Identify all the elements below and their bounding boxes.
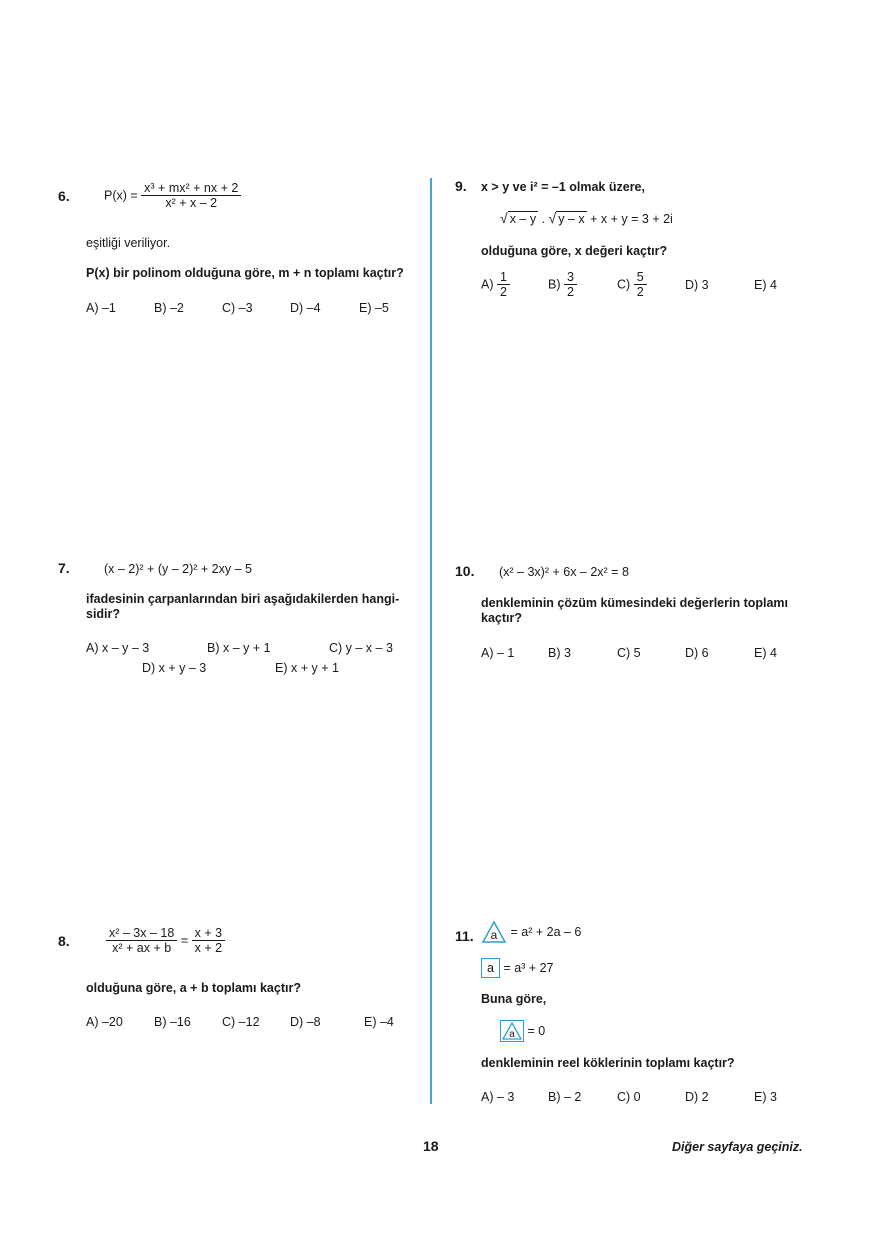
q6-formula <box>104 181 241 210</box>
page-number: 18 <box>423 1138 439 1154</box>
q9-option-a-den: 2 <box>497 284 510 299</box>
q9-option-c-label: C) <box>617 277 631 292</box>
q8-option-e[interactable]: E) –4 <box>364 1015 394 1029</box>
q7-option-a[interactable]: A) x – y – 3 <box>86 641 150 655</box>
q7-option-b[interactable]: B) x – y + 1 <box>207 641 271 655</box>
q8-option-d[interactable]: D) –8 <box>290 1015 321 1029</box>
q6-fraction <box>141 181 241 210</box>
q9-condition: x > y ve i² = –1 olmak üzere, <box>481 180 645 194</box>
question-number-6: 6. <box>58 188 70 204</box>
q11-buna-gore: Buna göre, <box>481 992 547 1006</box>
q11-option-e[interactable]: E) 3 <box>754 1090 777 1104</box>
q9-equation-rest: + x + y = 3 + 2i <box>590 212 673 226</box>
q9-option-b-label: B) <box>548 277 561 292</box>
q7-option-c[interactable]: C) y – x – 3 <box>329 641 393 655</box>
q6-question: P(x) bir polinom olduğuna göre, m + n toplamı kaçtır? <box>86 266 404 280</box>
q9-option-b-fraction <box>564 270 577 299</box>
q11-definition-triangle <box>481 920 581 944</box>
q10-question-line2: kaçtır? <box>481 611 522 625</box>
q9-option-b[interactable] <box>548 270 577 299</box>
q9-option-a-fraction <box>497 270 510 299</box>
q11-option-a[interactable]: A) – 3 <box>481 1090 515 1104</box>
q9-option-c-fraction <box>634 270 647 299</box>
q8-option-a[interactable]: A) –20 <box>86 1015 123 1029</box>
square-triangle-icon <box>500 1020 524 1042</box>
q7-expression: (x – 2)² + (y – 2)² + 2xy – 5 <box>104 562 252 576</box>
q8-left-fraction <box>106 926 177 955</box>
question-number-11: 11. <box>455 928 474 944</box>
question-number-7: 7. <box>58 560 70 576</box>
q11-equation-rhs: = 0 <box>527 1024 546 1038</box>
q10-equation: (x² – 3x)² + 6x – 2x² = 8 <box>499 565 629 579</box>
q8-right-numerator: x + 3 <box>194 926 223 940</box>
q6-lhs: P(x) = <box>104 188 138 203</box>
q11-definition-2: = a³ + 27 <box>503 961 554 975</box>
q11-option-d[interactable]: D) 2 <box>685 1090 709 1104</box>
triangle-letter: a <box>490 928 498 942</box>
q9-option-a-label: A) <box>481 277 494 292</box>
q8-left-numerator: x² – 3x – 18 <box>109 926 175 940</box>
q11-question: denkleminin reel köklerinin toplamı kaçtır? <box>481 1056 735 1070</box>
q8-left-denominator: x² + ax + b <box>106 940 177 955</box>
q8-equals: = <box>180 933 189 948</box>
q9-option-b-num: 3 <box>566 270 574 284</box>
q10-option-b[interactable]: B) 3 <box>548 646 571 660</box>
q8-question: olduğuna göre, a + b toplamı kaçtır? <box>86 981 301 995</box>
q6-option-e[interactable]: E) –5 <box>359 301 389 315</box>
q8-right-denominator: x + 2 <box>192 940 225 955</box>
q6-denominator: x² + x – 2 <box>141 195 241 210</box>
q8-right-fraction <box>192 926 225 955</box>
q9-radicand-1: x – y <box>509 212 537 226</box>
q9-option-e[interactable]: E) 4 <box>754 278 777 292</box>
q9-radicand-2: y – x <box>558 212 585 226</box>
q6-option-d[interactable]: D) –4 <box>290 301 321 315</box>
q6-given-text: eşitliği veriliyor. <box>86 236 171 250</box>
q9-option-c-num: 5 <box>636 270 644 284</box>
q9-equation <box>500 210 673 226</box>
q7-question-line2: sidir? <box>86 607 121 621</box>
q10-option-e[interactable]: E) 4 <box>754 646 777 660</box>
sqrt-icon: √ <box>500 210 508 226</box>
sqrt-icon: √ <box>548 210 557 226</box>
q10-option-d[interactable]: D) 6 <box>685 646 709 660</box>
q9-option-a[interactable] <box>481 270 510 299</box>
question-number-9: 9. <box>455 178 467 194</box>
q9-dot: . <box>541 212 546 226</box>
q10-option-c[interactable]: C) 5 <box>617 646 641 660</box>
q8-formula <box>106 926 225 955</box>
q6-numerator: x³ + mx² + nx + 2 <box>144 181 239 195</box>
q9-option-a-num: 1 <box>499 270 507 284</box>
q11-definition-1: = a² + 2a – 6 <box>510 925 582 939</box>
q6-option-b[interactable]: B) –2 <box>154 301 184 315</box>
q8-option-b[interactable]: B) –16 <box>154 1015 191 1029</box>
q7-question-line1: ifadesinin çarpanlarından biri aşağıdakilerden hangi- <box>86 592 400 606</box>
question-number-8: 8. <box>58 933 70 949</box>
q11-definition-square <box>481 958 553 978</box>
question-number-10: 10. <box>455 563 475 579</box>
triangle-icon <box>502 1022 522 1040</box>
q10-option-a[interactable]: A) – 1 <box>481 646 515 660</box>
triangle-icon <box>481 920 507 944</box>
q6-option-c[interactable]: C) –3 <box>222 301 253 315</box>
q9-option-d[interactable]: D) 3 <box>685 278 709 292</box>
q6-option-a[interactable]: A) –1 <box>86 301 116 315</box>
q8-option-c[interactable]: C) –12 <box>222 1015 260 1029</box>
next-page-note: Diğer sayfaya geçiniz. <box>672 1140 803 1154</box>
q7-option-d[interactable]: D) x + y – 3 <box>142 661 207 675</box>
square-icon: a <box>481 958 500 978</box>
q9-question: olduğuna göre, x değeri kaçtır? <box>481 244 668 258</box>
q10-question-line1: denkleminin çözüm kümesindeki değerlerin toplamı <box>481 596 789 610</box>
q9-option-c-den: 2 <box>634 284 647 299</box>
q9-option-b-den: 2 <box>564 284 577 299</box>
q11-equation <box>500 1020 545 1042</box>
q11-option-c[interactable]: C) 0 <box>617 1090 641 1104</box>
column-divider <box>430 178 432 1104</box>
q7-option-e[interactable]: E) x + y + 1 <box>275 661 339 675</box>
q11-option-b[interactable]: B) – 2 <box>548 1090 582 1104</box>
q9-option-c[interactable] <box>617 270 647 299</box>
nested-triangle-letter: a <box>509 1029 515 1040</box>
